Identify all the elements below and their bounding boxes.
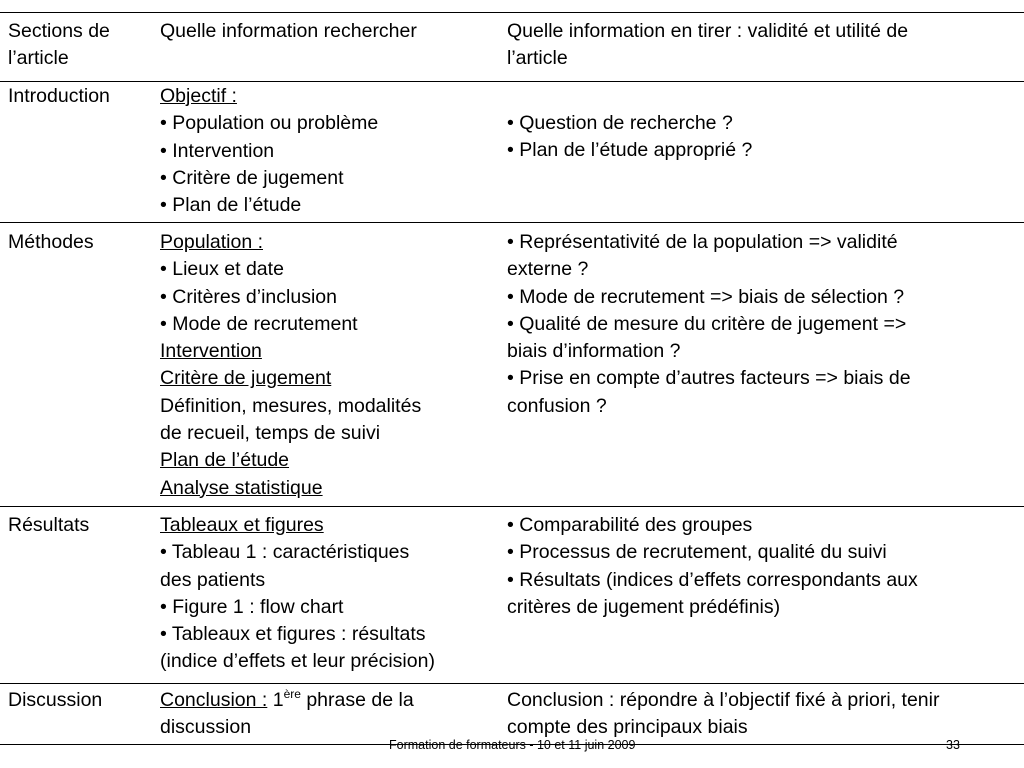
page-number: 33	[946, 738, 960, 752]
header-sections	[8, 18, 110, 73]
research-line: Intervention	[160, 340, 262, 363]
section-label: Résultats	[8, 514, 90, 536]
research-line: Critère de jugement	[160, 367, 332, 390]
research-line: • Plan de l’étude	[160, 194, 302, 217]
table-top-rule	[0, 12, 1024, 13]
validity-introduction	[507, 110, 752, 165]
research-methodes	[160, 229, 421, 502]
section-discussion	[8, 687, 102, 714]
research-line: • Tableau 1 : caractéristiques	[160, 541, 410, 564]
research-line	[160, 687, 414, 714]
row-rule-introduction	[0, 222, 1024, 223]
research-text: phrase de la	[300, 689, 414, 711]
ordinal-suffix: ère	[283, 686, 301, 701]
research-line: Analyse statistique	[160, 476, 323, 499]
research-line: • Lieux et date	[160, 258, 284, 281]
header-validity-line: l’article	[507, 47, 568, 70]
research-line: • Intervention	[160, 139, 275, 162]
validity-line: • Prise en compte d’autres facteurs => biais de	[507, 367, 911, 390]
header-sections-line: Sections de	[8, 20, 110, 42]
validity-methodes	[507, 229, 911, 420]
research-resultats	[160, 512, 435, 676]
research-line: Définition, mesures, modalités	[160, 394, 422, 417]
validity-line: • Comparabilité des groupes	[507, 514, 753, 536]
section-methodes	[8, 229, 94, 256]
header-validity	[507, 18, 908, 73]
section-resultats	[8, 512, 89, 539]
validity-line: • Plan de l’étude approprié ?	[507, 139, 753, 162]
validity-line: biais d’information ?	[507, 340, 681, 363]
research-line: discussion	[160, 716, 252, 739]
validity-discussion	[507, 687, 939, 742]
research-line: • Population ou problème	[160, 112, 379, 135]
validity-line: • Qualité de mesure du critère de jugement =>	[507, 312, 907, 335]
research-line: • Figure 1 : flow chart	[160, 595, 344, 618]
validity-line: • Résultats (indices d’effets correspondants aux	[507, 568, 918, 591]
research-line: Tableaux et figures	[160, 514, 324, 536]
footer-text: Formation de formateurs - 10 et 11 juin 2009	[389, 738, 636, 752]
section-label: Méthodes	[8, 231, 94, 253]
research-line: des patients	[160, 568, 266, 591]
validity-line: • Représentativité de la population => validité	[507, 231, 898, 253]
research-discussion	[160, 687, 414, 742]
header-validity-line: Quelle information en tirer : validité et utilité de	[507, 20, 909, 42]
validity-line: externe ?	[507, 258, 589, 281]
research-line: • Mode de recrutement	[160, 312, 358, 335]
conclusion-label: Conclusion :	[160, 689, 268, 711]
validity-line: compte des principaux biais	[507, 716, 748, 739]
research-introduction	[160, 83, 378, 219]
research-line: (indice d’effets et leur précision)	[160, 650, 435, 673]
section-label: Discussion	[8, 689, 103, 711]
row-rule-resultats	[0, 683, 1024, 684]
validity-line: • Mode de recrutement => biais de sélection ?	[507, 285, 905, 308]
ordinal-number: 1	[267, 689, 284, 711]
research-line: • Critère de jugement	[160, 166, 344, 189]
validity-line: Conclusion : répondre à l’objectif fixé à priori, tenir	[507, 689, 940, 711]
research-line: Objectif :	[160, 85, 237, 107]
research-line: Population :	[160, 231, 263, 253]
validity-line: • Question de recherche ?	[507, 112, 733, 134]
research-line: • Critères d’inclusion	[160, 285, 337, 308]
header-research	[160, 18, 417, 45]
validity-line: critères de jugement prédéfinis)	[507, 595, 781, 618]
header-rule	[0, 81, 1024, 82]
research-line: • Tableaux et figures : résultats	[160, 623, 426, 646]
section-introduction	[8, 83, 110, 110]
header-research-line: Quelle information rechercher	[160, 20, 417, 42]
research-line: Plan de l’étude	[160, 449, 290, 472]
validity-line: confusion ?	[507, 394, 607, 417]
header-sections-line: l’article	[8, 47, 69, 70]
research-line: de recueil, temps de suivi	[160, 422, 381, 445]
row-rule-methodes	[0, 506, 1024, 507]
validity-resultats	[507, 512, 918, 621]
section-label: Introduction	[8, 85, 110, 107]
validity-line: • Processus de recrutement, qualité du suivi	[507, 541, 887, 564]
